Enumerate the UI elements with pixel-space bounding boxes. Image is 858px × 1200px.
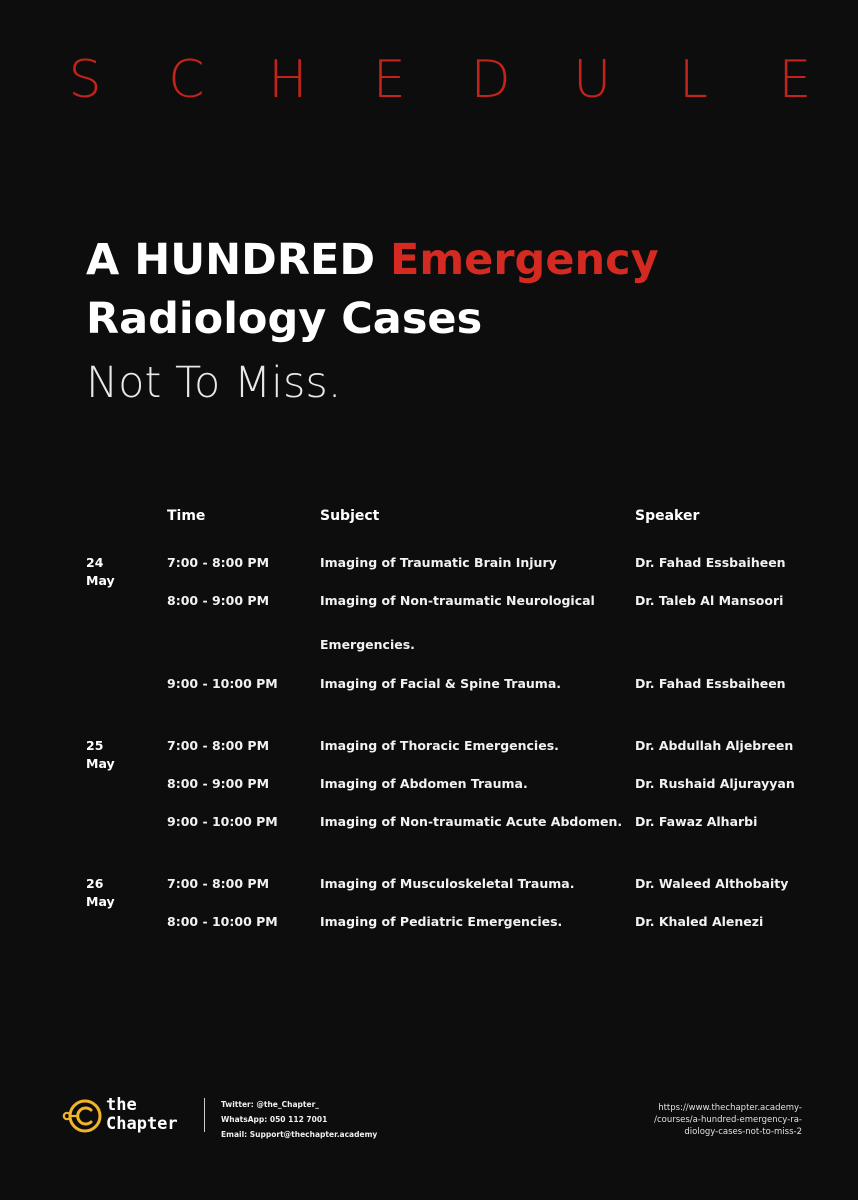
session-time: 9:00 - 10:00 PM — [167, 814, 278, 829]
logo-mark-icon — [62, 1096, 102, 1136]
day-number: 24 — [86, 555, 104, 570]
session-subject: Imaging of Musculoskeletal Trauma. — [320, 876, 575, 891]
day-label — [86, 554, 115, 590]
session-speaker: Dr. Khaled Alenezi — [635, 914, 764, 929]
session-speaker: Dr. Abdullah Aljebreen — [635, 738, 794, 753]
url-line: /courses/a-hundred-emergency-ra- — [654, 1115, 802, 1125]
headline-line-2: Radiology Cases — [86, 294, 483, 344]
footer-contacts — [221, 1097, 377, 1142]
session-speaker: Dr. Taleb Al Mansoori — [635, 593, 784, 608]
session-time: 8:00 - 10:00 PM — [167, 914, 278, 929]
session-subject: Imaging of Thoracic Emergencies. — [320, 738, 559, 753]
session-speaker: Dr. Fahad Essbaiheen — [635, 676, 786, 691]
course-headline — [86, 232, 659, 416]
session-subject: Imaging of Traumatic Brain Injury — [320, 555, 557, 570]
day-label — [86, 875, 115, 911]
session-time: 9:00 - 10:00 PM — [167, 676, 278, 691]
logo-word-chapter: Chapter — [106, 1114, 178, 1134]
session-speaker: Dr. Fawaz Alharbi — [635, 814, 758, 829]
schedule-letter: C — [168, 50, 205, 110]
session-speaker: Dr. Fahad Essbaiheen — [635, 555, 786, 570]
session-time: 7:00 - 8:00 PM — [167, 876, 270, 891]
url-line: https://www.thechapter.academy- — [658, 1103, 802, 1113]
schedule-letter: E — [778, 50, 812, 110]
session-subject: Imaging of Abdomen Trauma. — [320, 776, 528, 791]
session-speaker: Dr. Waleed Althobaity — [635, 876, 789, 891]
session-time: 7:00 - 8:00 PM — [167, 738, 270, 753]
course-url-link[interactable] — [654, 1102, 802, 1138]
column-header-time: Time — [167, 508, 206, 524]
twitter-contact[interactable]: Twitter: @the_Chapter_ — [221, 1100, 320, 1109]
session-subject: Imaging of Non-traumatic Neurological — [320, 593, 595, 608]
logo-word-the: the — [106, 1095, 137, 1115]
session-time: 7:00 - 8:00 PM — [167, 555, 270, 570]
day-month: May — [86, 573, 115, 588]
headline-line-1 — [86, 232, 659, 288]
footer-divider — [204, 1098, 205, 1132]
logo-wordmark — [106, 1096, 178, 1134]
headline-white-text: A HUNDRED — [86, 235, 376, 285]
schedule-letter: S — [68, 50, 102, 110]
schedule-title — [60, 50, 820, 110]
schedule-letter: E — [372, 50, 406, 110]
session-subject: Imaging of Facial & Spine Trauma. — [320, 676, 562, 691]
headline-line-3: Not To Miss. — [86, 358, 342, 408]
session-subject: Imaging of Non-traumatic Acute Abdomen. — [320, 814, 623, 829]
day-month: May — [86, 894, 115, 909]
session-speaker: Dr. Rushaid Aljurayyan — [635, 776, 795, 791]
day-number: 25 — [86, 738, 104, 753]
day-month: May — [86, 756, 115, 771]
session-time: 8:00 - 9:00 PM — [167, 776, 270, 791]
session-subject: Imaging of Pediatric Emergencies. — [320, 914, 563, 929]
headline-red-text: Emergency — [390, 235, 659, 285]
session-subject-continued: Emergencies. — [320, 637, 415, 652]
email-contact[interactable]: Email: Support@thechapter.academy — [221, 1130, 378, 1139]
day-label — [86, 737, 115, 773]
column-header-speaker: Speaker — [635, 508, 700, 524]
schedule-letter: D — [470, 50, 511, 110]
schedule-letter: U — [573, 50, 612, 110]
day-number: 26 — [86, 876, 104, 891]
schedule-letter: H — [268, 50, 308, 110]
column-header-subject: Subject — [320, 508, 380, 524]
session-time: 8:00 - 9:00 PM — [167, 593, 270, 608]
schedule-letter: L — [679, 50, 709, 110]
whatsapp-contact[interactable]: WhatsApp: 050 112 7001 — [221, 1115, 328, 1124]
url-line: diology-cases-not-to-miss-2 — [684, 1127, 802, 1137]
